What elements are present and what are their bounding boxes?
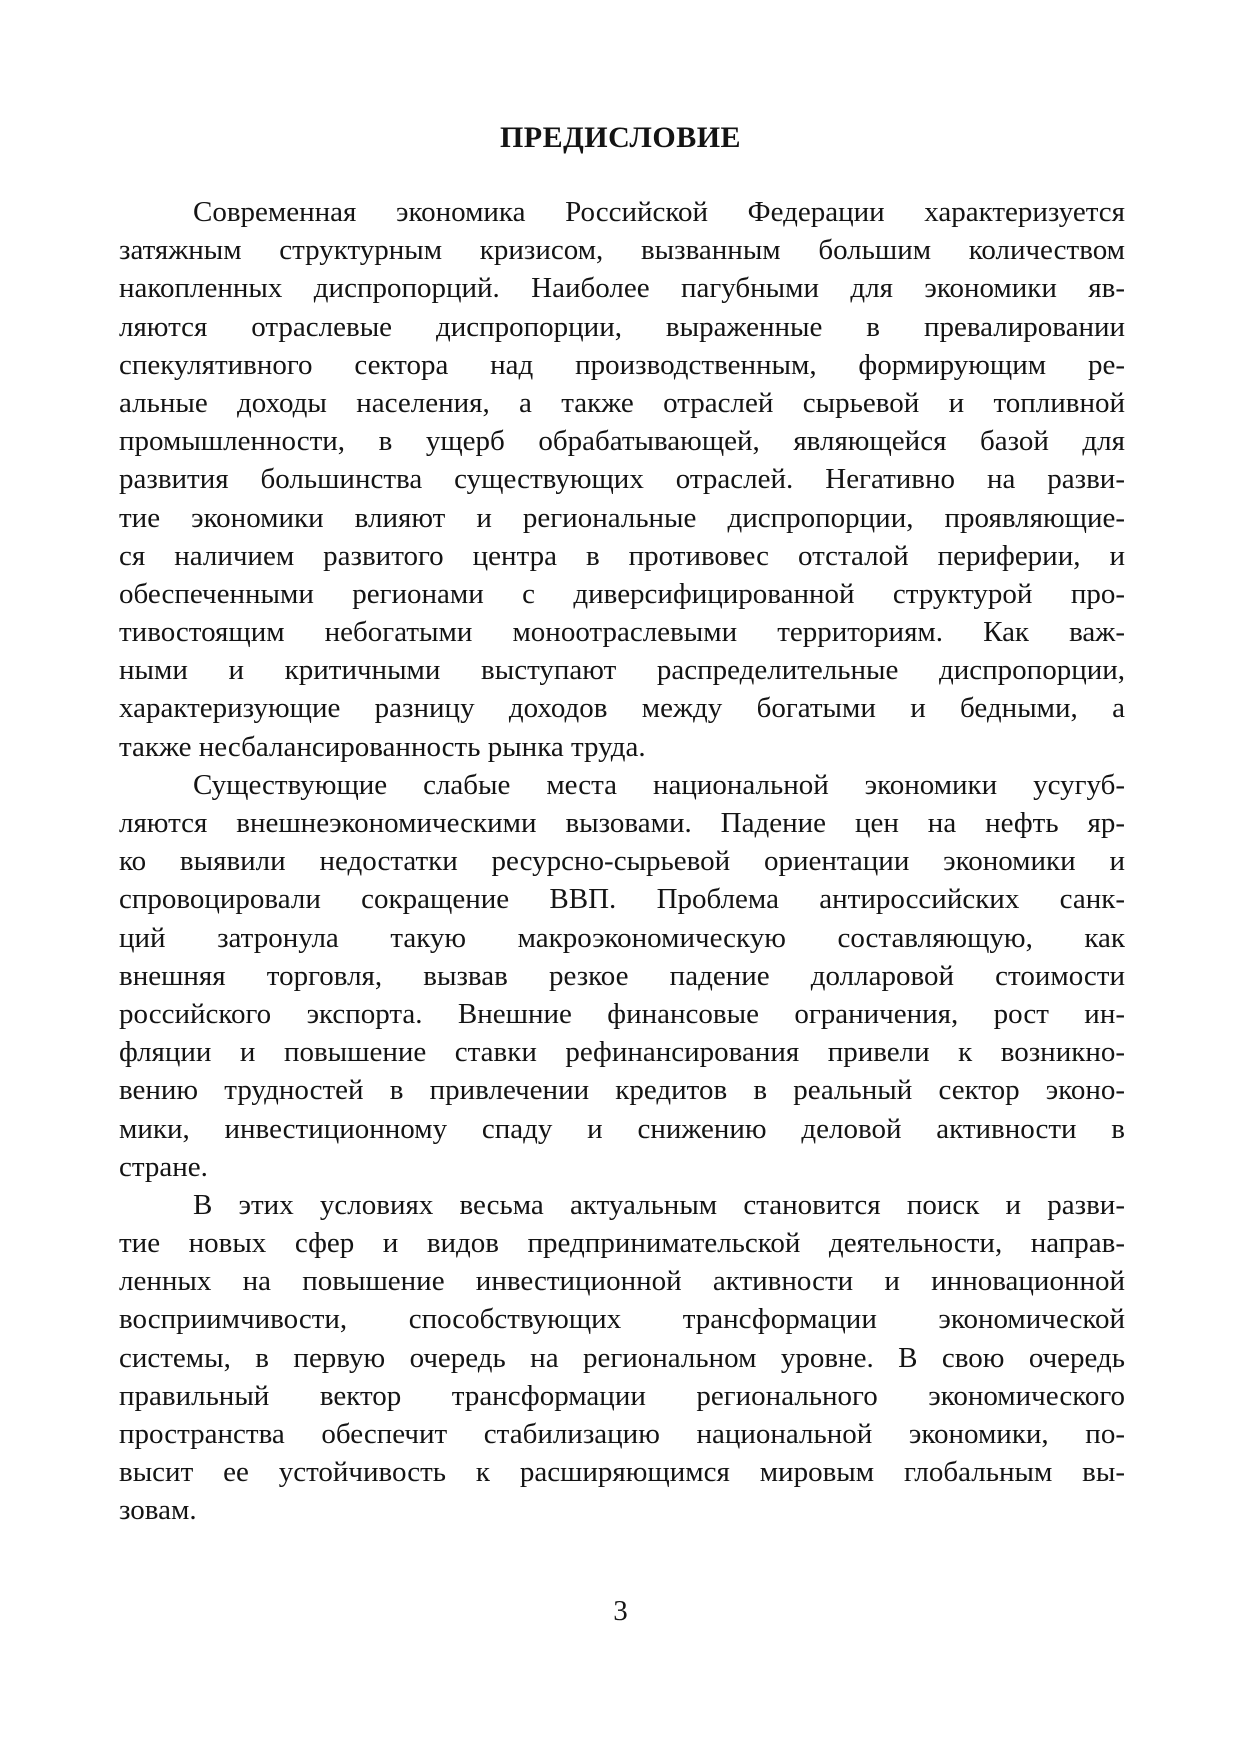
text-line: спровоцировали сокращение ВВП. Проблема антироссийских санк- bbox=[119, 883, 1125, 916]
text-line: альные доходы населения, а также отраслей сырьевой и топливной bbox=[119, 386, 1125, 419]
text-line: пространства обеспечит стабилизацию национальной экономики, по- bbox=[119, 1418, 1125, 1450]
text-line: зовам. bbox=[119, 1494, 197, 1527]
paragraph-2 bbox=[119, 766, 1125, 1186]
text-line: Современная экономика Российской Федерации характеризуется bbox=[193, 196, 1125, 228]
page-title: ПРЕДИСЛОВИЕ bbox=[499, 121, 742, 154]
text-line: стране. bbox=[119, 1150, 208, 1183]
text-line: характеризующие разницу доходов между богатыми и бедными, а bbox=[119, 692, 1125, 725]
text-line: фляции и повышение ставки рефинансирования привели к возникно- bbox=[119, 1036, 1125, 1069]
text-line: накопленных диспропорций. Наиболее пагубными для экономики яв- bbox=[119, 272, 1125, 305]
text-line: ций затронула такую макроэкономическую составляющую, как bbox=[119, 921, 1125, 954]
text-line: российского экспорта. Внешние финансовые ограничения, рост ин- bbox=[119, 997, 1125, 1030]
text-line: ляются внешнеэкономическими вызовами. Падение цен на нефть яр- bbox=[119, 807, 1125, 839]
text-line: внешняя торговля, вызвав резкое падение долларовой стоимости bbox=[119, 959, 1125, 992]
text-line: ся наличием развитого центра в противовес отсталой периферии, и bbox=[119, 539, 1125, 572]
text-line: затяжным структурным кризисом, вызванным большим количеством bbox=[119, 234, 1125, 267]
text-line: спекулятивного сектора над производственным, формирующим ре- bbox=[119, 348, 1125, 381]
text-line: высит ее устойчивость к расширяющимся мировым глобальным вы- bbox=[119, 1456, 1125, 1489]
paragraph-1 bbox=[119, 193, 1125, 766]
text-line: Существующие слабые места национальной экономики усугуб- bbox=[193, 768, 1125, 801]
text-line: тивостоящим небогатыми моноотраслевыми территориям. Как важ- bbox=[119, 616, 1125, 649]
text-line: тие новых сфер и видов предпринимательской деятельности, направ- bbox=[119, 1227, 1125, 1260]
text-line: восприимчивости, способствующих трансформации экономической bbox=[119, 1303, 1125, 1336]
text-line: также несбалансированность рынка труда. bbox=[119, 730, 646, 763]
text-line: промышленности, в ущерб обрабатывающей, являющейся базой для bbox=[119, 425, 1125, 458]
text-line: системы, в первую очередь на региональном уровне. В свою очередь bbox=[119, 1341, 1125, 1374]
body-text bbox=[119, 193, 1125, 1530]
text-line: ными и критичными выступают распределительные диспропорции, bbox=[119, 654, 1125, 687]
page-number: 3 bbox=[613, 1595, 628, 1627]
text-line: правильный вектор трансформации регионального экономического bbox=[119, 1379, 1125, 1412]
text-line: мики, инвестиционному спаду и снижению деловой активности в bbox=[119, 1112, 1125, 1145]
paragraph-3 bbox=[119, 1186, 1125, 1530]
text-line: ко выявили недостатки ресурсно-сырьевой ориентации экономики и bbox=[119, 845, 1125, 878]
text-line: ленных на повышение инвестиционной активности и инновационной bbox=[119, 1265, 1125, 1298]
text-line: тие экономики влияют и региональные диспропорции, проявляющие- bbox=[119, 501, 1125, 534]
text-line: обеспеченными регионами с диверсифицированной структурой про- bbox=[119, 577, 1125, 610]
text-line: развития большинства существующих отраслей. Негативно на разви- bbox=[119, 463, 1125, 496]
text-line: В этих условиях весьма актуальным становится поиск и разви- bbox=[193, 1188, 1125, 1221]
text-line: вению трудностей в привлечении кредитов в реальный сектор эконо- bbox=[119, 1074, 1125, 1107]
text-line: ляются отраслевые диспропорции, выраженные в превалировании bbox=[119, 310, 1125, 343]
